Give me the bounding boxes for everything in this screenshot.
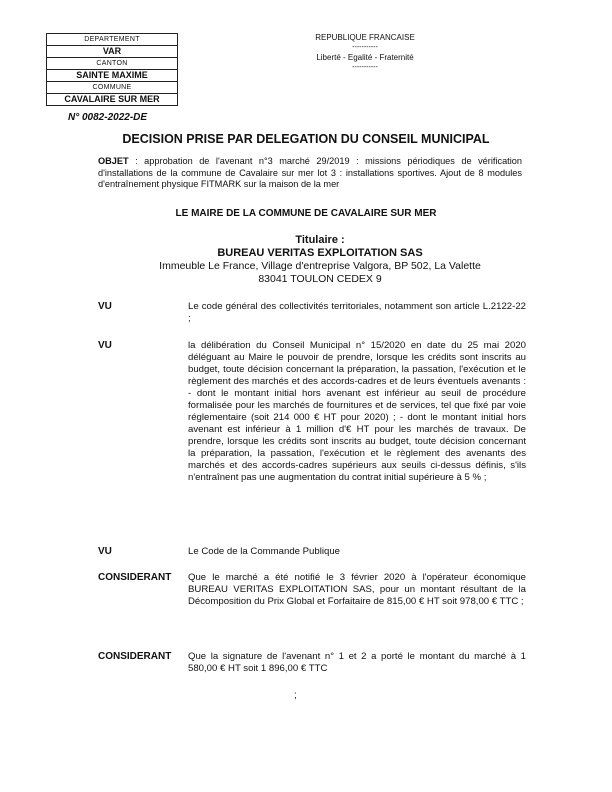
titulaire-name: BUREAU VERITAS EXPLOITATION SAS bbox=[217, 247, 423, 259]
clause-label: VU bbox=[98, 301, 112, 312]
titulaire-address-line2: 83041 TOULON CEDEX 9 bbox=[258, 273, 382, 285]
page-title: DECISION PRISE PAR DELEGATION DU CONSEIL MUNICIPAL bbox=[122, 132, 490, 146]
department-label: DEPARTEMENT bbox=[47, 34, 177, 46]
administrative-header-box bbox=[46, 33, 178, 106]
titulaire-address-line1: Immeuble Le France, Village d'entreprise Valgora, BP 502, La Valette bbox=[159, 260, 481, 272]
objet-label: OBJET bbox=[98, 156, 129, 166]
titulaire-label: Titulaire : bbox=[295, 234, 345, 246]
canton-value: SAINTE MAXIME bbox=[47, 70, 177, 82]
objet-paragraph bbox=[98, 156, 522, 191]
republic-motto: Liberté - Egalité - Fraternité bbox=[316, 53, 414, 62]
commune-label: COMMUNE bbox=[47, 82, 177, 94]
commune-value: CAVALAIRE SUR MER bbox=[64, 94, 160, 104]
republic-separator-2: ----------- bbox=[352, 64, 378, 71]
clause-label: CONSIDERANT bbox=[98, 572, 172, 583]
objet-text: : approbation de l'avenant n°3 marché 29/2019 : missions périodiques de vérification d'installations de la commune de Cavalaire sur mer lot 3 : installations sportives. Ajout de 8 modules d'entraînement physique FITMARK sur la maison de la mer bbox=[98, 156, 522, 189]
clause-text: Que le marché a été notifié le 3 février 2020 à l'opérateur économique BUREAU VERITAS EXPLOITATION SAS, pour un montant résultant de la Décomposition du Prix Global et Forfaitaire de 815,00 € HT soit 978,00 € TTC ; bbox=[188, 572, 526, 607]
decision-reference: N° 0082-2022-DE bbox=[68, 112, 148, 123]
clause-text: Le code général des collectivités territoriales, notamment son article L.2122-22 ; bbox=[188, 301, 526, 324]
republic-name: REPUBLIQUE FRANCAISE bbox=[315, 33, 415, 42]
canton-label: CANTON bbox=[47, 58, 177, 70]
department-value: VAR bbox=[47, 46, 177, 58]
clause-text: la délibération du Conseil Municipal n° 15/2020 en date du 25 mai 2020 déléguant au Maire le pouvoir de prendre, lorsque les crédits sont inscrits au budget, toute décision concernant la préparation, la passation, l'exécution et le règlement des marchés et des accords-cadres et de leurs éventuels avenants : - dont le montant initial hors avenant est inférieur au seuil de procédure formalisée pour les marchés de fournitures et de services, tel que fixé par voie réglementaire (soit 214 000 € HT pour 2020) ; - dont le montant initial hors avenant est inférieur à 1 million d'€ HT pour les marchés de travaux. De prendre, lorsque les crédits sont inscrits au budget, toute décision concernant la préparation, la passation, l'exécution et le règlement des avenants des marchés et des accords-cadres supérieurs aux seuils ci-dessus définis, s'ils n'entraînent pas une augmentation du contrat initial supérieure à 5 % ; bbox=[188, 340, 526, 483]
clause-label: CONSIDERANT bbox=[98, 651, 172, 662]
republic-separator: ----------- bbox=[352, 44, 378, 51]
republic-header bbox=[300, 32, 430, 72]
clause-text: Le Code de la Commande Publique bbox=[188, 546, 341, 557]
clause-label: VU bbox=[98, 546, 112, 557]
titulaire-block bbox=[100, 234, 540, 286]
clause-text: Que la signature de l'avenant n° 1 et 2 a porté le montant du marché à 1 580,00 € HT soit 1 896,00 € TTC bbox=[188, 651, 526, 674]
trailing-semicolon: ; bbox=[294, 690, 297, 701]
mayor-heading: LE MAIRE DE LA COMMUNE DE CAVALAIRE SUR MER bbox=[175, 208, 437, 219]
clause-label: VU bbox=[98, 340, 112, 351]
